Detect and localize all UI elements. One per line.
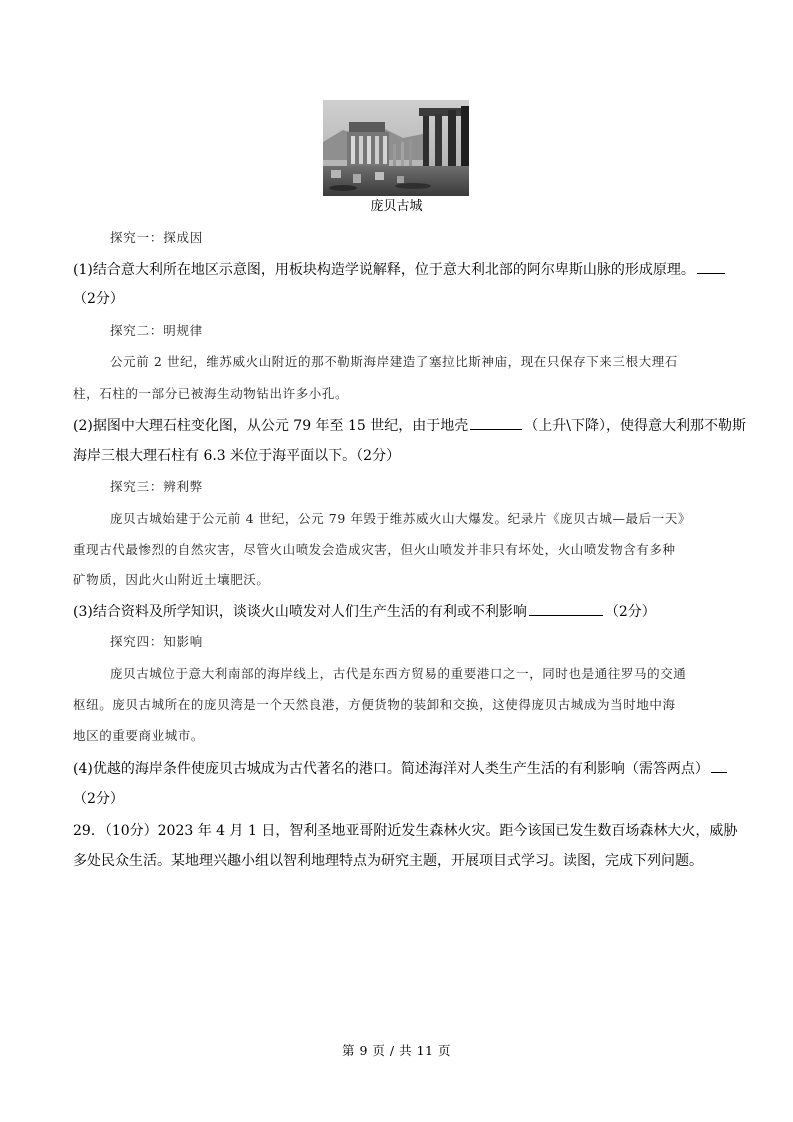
material-3-line-1: 庞贝古城始建于公元前 4 世纪，公元 79 年毁于维苏威火山大爆发。纪录片《庞贝古城—最后一天》 [110,511,692,526]
question-1-score: （2分） [73,291,124,307]
question-2-line-2: 海岸三根大理石柱有 6.3 米位于海平面以下。（2分） [73,448,401,464]
question-3 [73,601,656,621]
question-3-score: （2分） [604,604,656,620]
answer-blank-2[interactable] [470,415,522,430]
page-number: 第 9 页 / 共 11 页 [342,1043,451,1058]
question-4-text: (4)优越的海岸条件使庞贝古城成为古代著名的港口。简述海洋对人类生产生活的有利影响（需答两点） [73,761,709,777]
material-2-line-1: 公元前 2 世纪，维苏威火山附近的那不勒斯海岸建造了塞拉比斯神庙，现在只保存下来三根大理石 [110,354,678,369]
question-3-text: (3)结合资料及所学知识，谈谈火山喷发对人们生产生活的有利或不利影响 [73,604,527,620]
question-1 [73,259,727,279]
photo-caption: 庞贝古城 [370,199,423,214]
question-2-text-a: (2)据图中大理石柱变化图，从公元 79 年至 15 世纪，由于地壳 [73,418,469,434]
material-4-line-1: 庞贝古城位于意大利南部的海岸线上，古代是东西方贸易的重要港口之一，同时也是通往罗马的交通 [110,666,687,681]
question-1-text: (1)结合意大利所在地区示意图，用板块构造学说解释，位于意大利北部的阿尔卑斯山脉的形成原理。 [73,262,695,278]
question-4 [73,758,729,778]
material-4-line-3: 地区的重要商业城市。 [73,728,205,743]
material-3-line-2: 重现古代最惨烈的自然灾害，尽管火山喷发会造成灾害，但火山喷发并非只有坏处，火山喷发物含有多种 [73,542,676,557]
pompeii-photo [323,100,469,196]
section-heading-2: 探究二：明规律 [110,323,204,338]
material-2-line-2: 柱，石柱的一部分已被海生动物钻出许多小孔。 [73,386,349,401]
answer-blank-4[interactable] [711,758,727,773]
section-heading-4: 探究四：知影响 [110,634,204,649]
answer-blank-1[interactable] [697,259,725,274]
answer-blank-3[interactable] [529,601,603,616]
question-2 [73,415,746,435]
section-heading-1: 探究一：探成因 [110,230,204,245]
question-4-score: （2分） [73,791,124,807]
question-29-line-1: 29．（10分）2023 年 4 月 1 日，智利圣地亚哥附近发生森林火灾。距今该国已发生数百场森林大火，威胁 [73,823,738,839]
section-heading-3: 探究三：辨利弊 [110,479,204,494]
material-3-line-3: 矿物质，因此火山附近土壤肥沃。 [73,572,270,587]
question-29-line-2: 多处民众生活。某地理兴趣小组以智利地理特点为研究主题，开展项目式学习。读图，完成下列问题。 [73,853,703,869]
material-4-line-2: 枢纽。庞贝古城所在的庞贝湾是一个天然良港，方便货物的装卸和交换，这使得庞贝古城成为当时地中海 [73,697,676,712]
question-2-text-b: （上升\下降），使得意大利那不勒斯 [524,418,746,434]
